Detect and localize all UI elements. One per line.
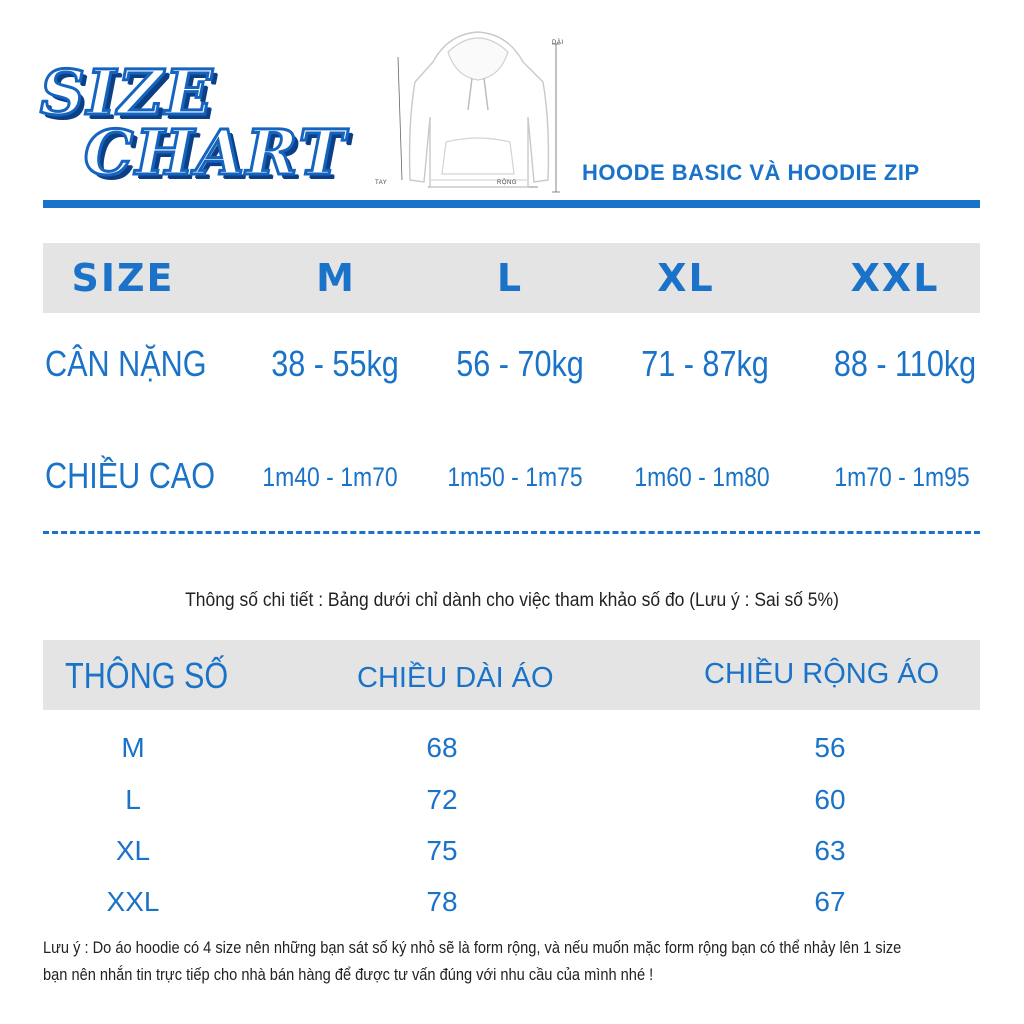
spec-header-length: CHIỀU DÀI ÁO xyxy=(357,662,554,694)
detail-note: Thông số chi tiết : Bảng dưới chỉ dành cho việc tham khảo số đo (Lưu ý : Sai số 5%) xyxy=(185,590,839,611)
product-title: HOODE BASIC VÀ HOODIE ZIP xyxy=(582,160,920,185)
height-m: 1m40 - 1m70 xyxy=(262,462,398,492)
diagram-sleeve-label: TAY xyxy=(375,180,388,186)
spec-length-l: 72 xyxy=(426,784,458,815)
size-header-l: L xyxy=(496,256,524,300)
spec-width-l: 60 xyxy=(814,784,846,815)
logo-size-word: SIZE xyxy=(40,56,215,129)
size-header-m: M xyxy=(316,256,356,300)
spec-width-m: 56 xyxy=(814,732,846,763)
spec-length-m: 68 xyxy=(426,732,458,763)
size-header-xl: XL xyxy=(657,256,715,300)
weight-xl: 71 - 87kg xyxy=(641,343,769,384)
diagram-width-label: RỘNG xyxy=(497,180,517,186)
hoodie-illustration xyxy=(388,22,568,197)
footer-note-line2: bạn nên nhắn tin trực tiếp cho nhà bán hàng để được tư vấn đúng với nhu cầu của mình nhé ! xyxy=(43,965,654,984)
height-label: CHIỀU CAO xyxy=(45,455,216,496)
dashed-divider xyxy=(43,531,980,534)
weight-m: 38 - 55kg xyxy=(271,343,399,384)
spec-size-xxl: XXL xyxy=(106,886,160,917)
spec-length-xxl: 78 xyxy=(426,886,458,917)
size-header-size: SIZE xyxy=(71,256,175,300)
spec-size-m: M xyxy=(121,732,145,763)
spec-width-xl: 63 xyxy=(814,835,846,866)
spec-width-xxl: 67 xyxy=(814,886,846,917)
spec-size-xl: XL xyxy=(115,835,151,866)
spec-header-width: CHIỀU RỘNG ÁO xyxy=(704,658,940,690)
height-xl: 1m60 - 1m80 xyxy=(634,462,770,492)
logo-chart-word: CHART xyxy=(84,116,347,189)
weight-xxl: 88 - 110kg xyxy=(833,343,977,384)
footer-note-line1: Lưu ý : Do áo hoodie có 4 size nên những bạn sát số ký nhỏ sẽ là form rộng, và nếu muốn mặc form rộng bạn có thể nhảy lên 1 size xyxy=(43,938,902,957)
header-divider xyxy=(43,200,980,208)
weight-l: 56 - 70kg xyxy=(456,343,584,384)
spec-length-xl: 75 xyxy=(426,835,458,866)
spec-header-parameter: THÔNG SỐ xyxy=(65,655,229,696)
spec-size-l: L xyxy=(125,784,141,815)
size-header-xxl: XXL xyxy=(850,256,940,300)
height-xxl: 1m70 - 1m95 xyxy=(834,462,970,492)
diagram-length-label: DÀI xyxy=(552,40,564,46)
height-l: 1m50 - 1m75 xyxy=(447,462,583,492)
weight-label: CÂN NẶNG xyxy=(45,343,207,384)
